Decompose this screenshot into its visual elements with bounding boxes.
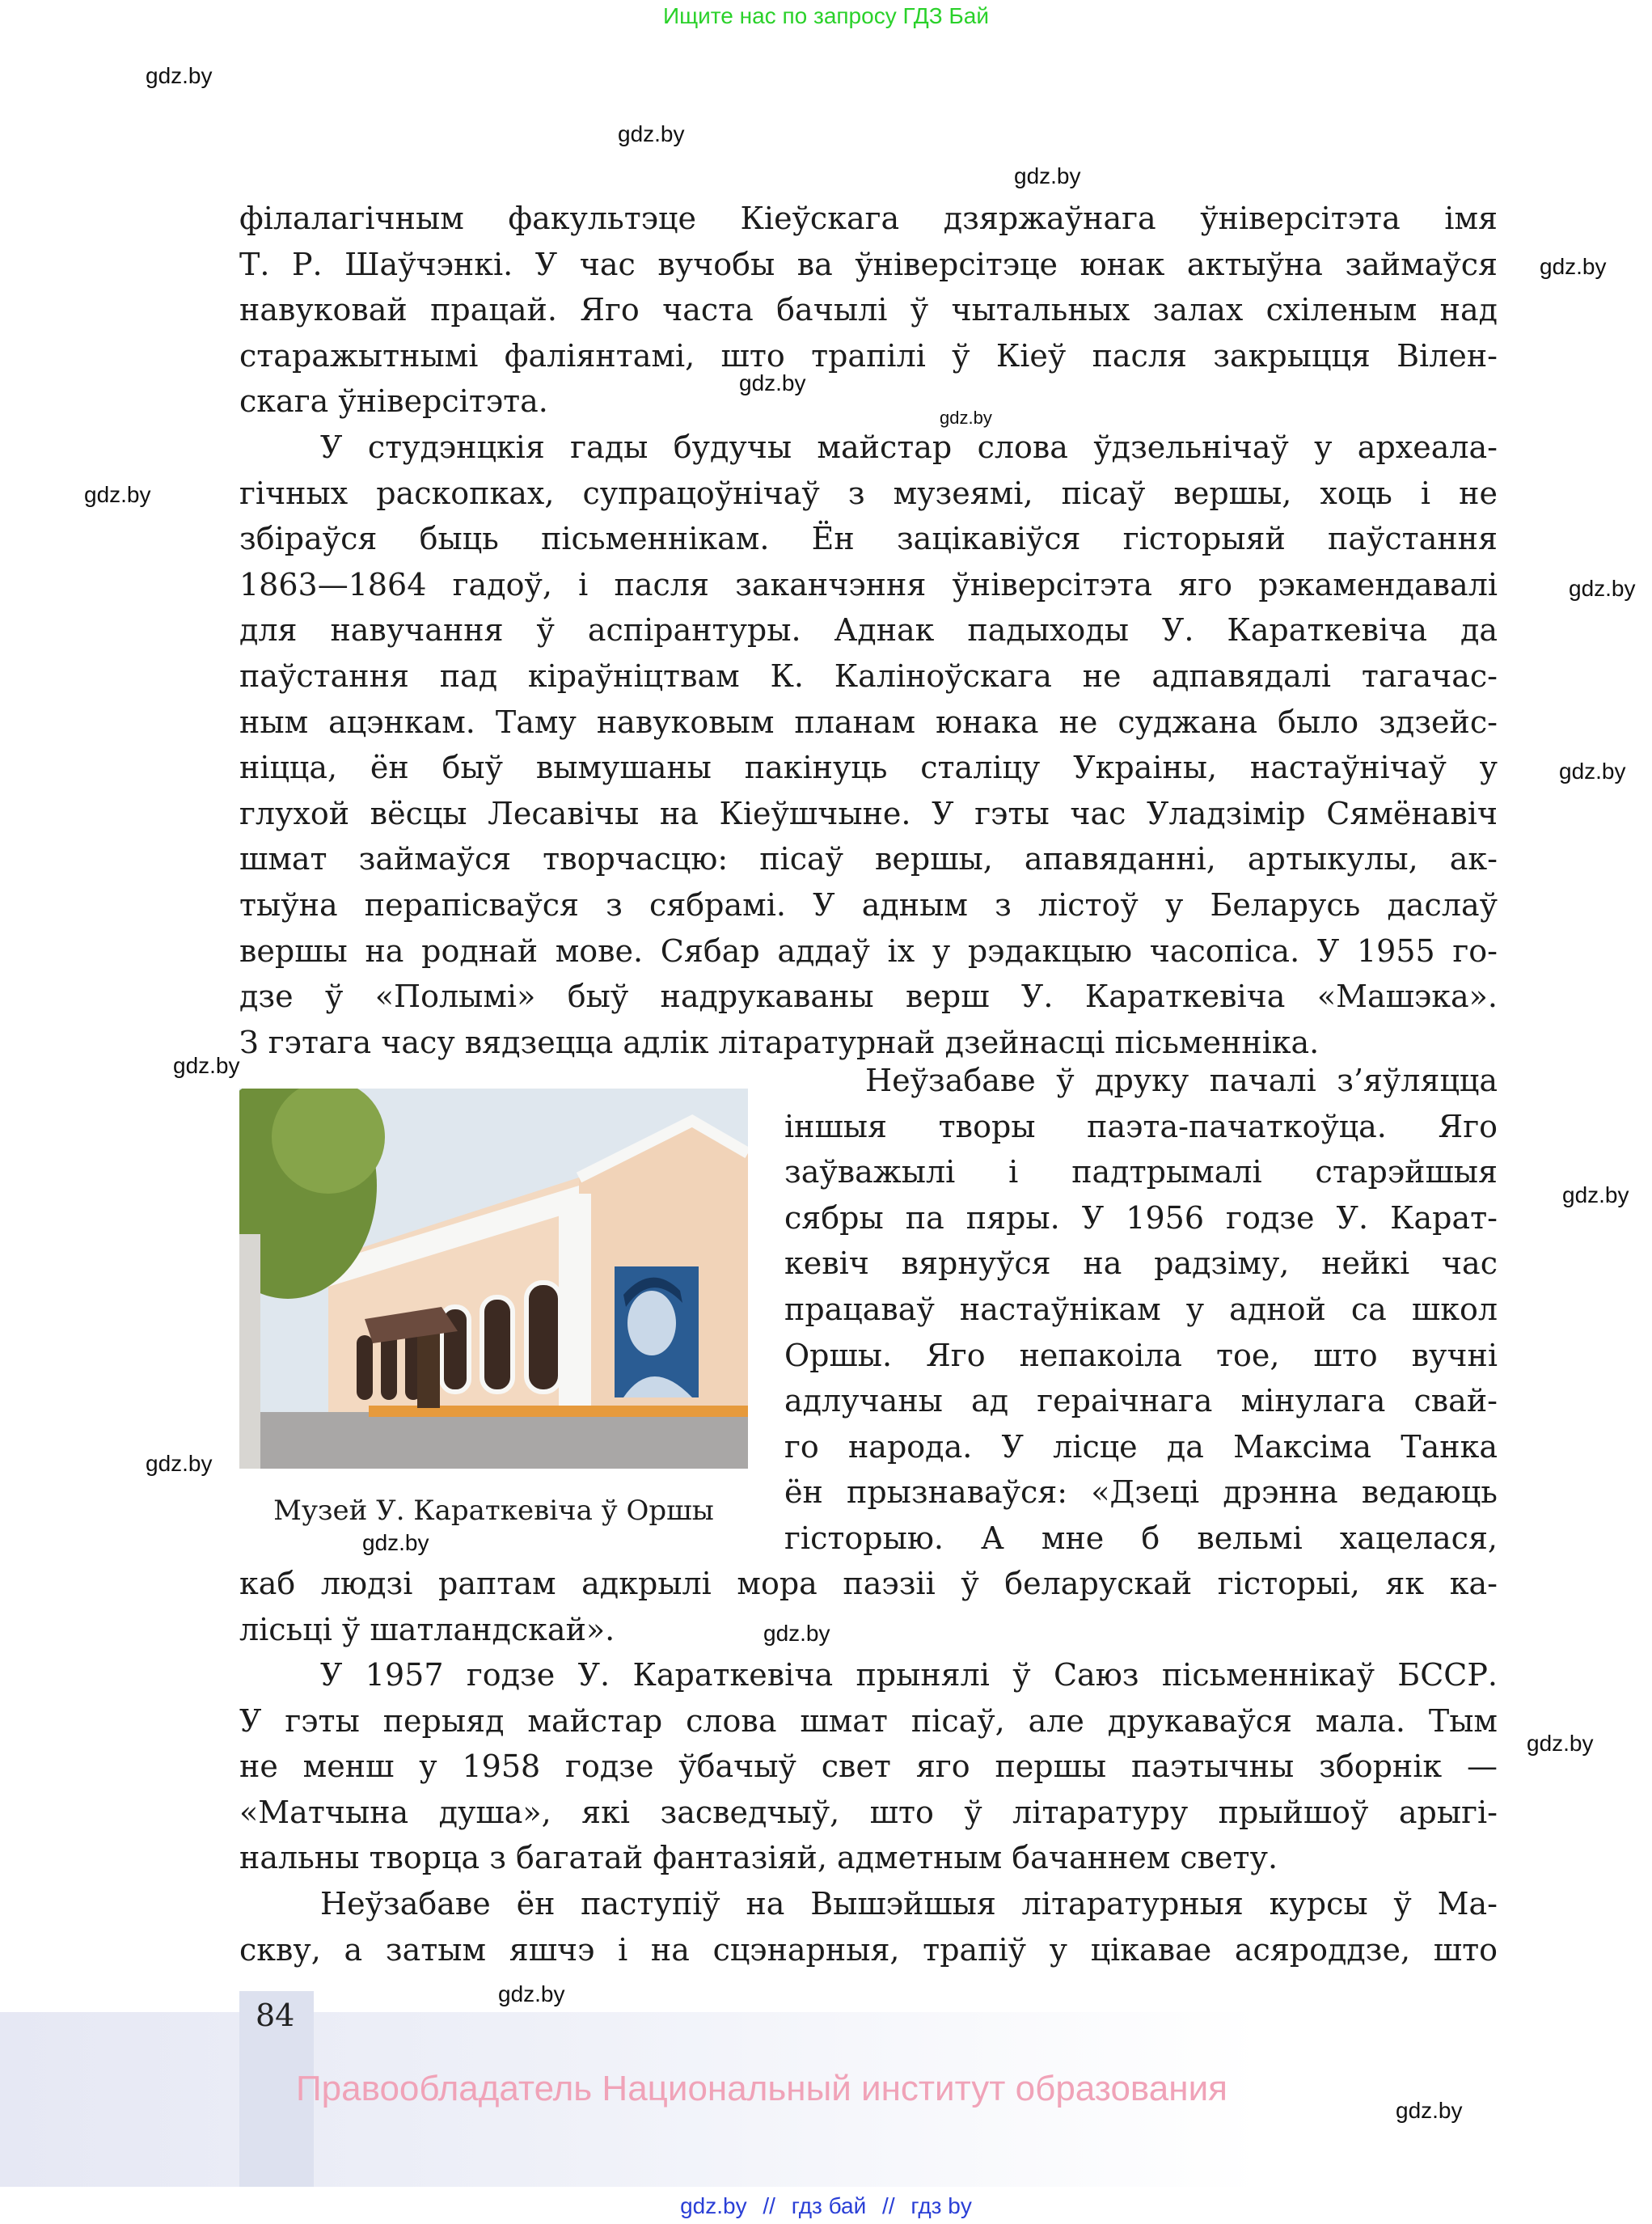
text-line: кевіч вярнуўся на радзіму, нейкі час (784, 1245, 1498, 1282)
link-separator: // (882, 2193, 895, 2218)
text-line: глухой вёсцы Лесавічы на Кіеўшчыне. У гэты час Уладзімір Сямёнавіч (239, 795, 1498, 831)
text-line: шмат займаўся творчасцю: пісаў вершы, апавяданні, артыкулы, ак- (239, 841, 1498, 877)
text-line: 1863—1864 гадоў, і пасля заканчэння ўніверсітэта яго рэкамендавалі (239, 566, 1498, 603)
text-line: не менш у 1958 годзе ўбачыў свет яго першы паэтычны зборнік — (239, 1748, 1498, 1785)
text-line: скву, а затым яшчэ і на сцэнарныя, трапіў у цікавае асяроддзе, што (239, 1931, 1498, 1968)
text-line: паўстання пад кіраўніцтвам К. Каліноўскага не адпавядалі тагачас- (239, 657, 1498, 694)
page-number: 84 (256, 1998, 295, 2033)
text-line: адлучаны ад гераічнага мінулага свай- (784, 1383, 1498, 1419)
text-line: Т. Р. Шаўчэнкі. У час вучобы ва ўніверсітэце юнак актыўна займаўся (239, 246, 1498, 282)
text-line: ным ацэнкам. Таму навуковым планам юнака не суджана было здзейс- (239, 704, 1498, 740)
text-line: старажытнымі фаліянтамі, што трапілі ў Кіеў пасля закрыцця Вілен- (239, 337, 1498, 374)
watermark: gdz.by (1562, 1182, 1629, 1207)
text-line: «Матчына душа», які засведчыў, што ў літаратуру прыйшоў арыгі- (239, 1794, 1498, 1830)
watermark: gdz.by (1540, 254, 1607, 279)
watermark: gdz.by (146, 63, 213, 88)
text-line: тыўна перапісваўся з сябрамі. У адным з лістоў у Беларусь даслаў (239, 886, 1498, 923)
text-line: нальны творца з багатай фантазіяй, адметным бачаннем свету. (239, 1840, 1278, 1876)
text-line: дзе ў «Полымі» быў надрукаваны верш У. Караткевіча «Машэка». (239, 979, 1498, 1015)
text-line: ён прызнаваўся: «Дзеці дрэнна ведаюць (784, 1474, 1498, 1511)
watermark: gdz.by (84, 482, 151, 507)
watermark: gdz.by (146, 1451, 213, 1476)
text-line: заўважылі і падтрымалі старэйшыя (784, 1154, 1498, 1190)
museum-building-image (239, 1089, 748, 1469)
text-line: У 1957 годзе У. Караткевіча прынялі ў Саюз пісьменнікаў БССР. (320, 1657, 1498, 1693)
footer-links (0, 2193, 1652, 2219)
link-gdz-by-cyr[interactable]: гдз by (911, 2193, 972, 2218)
search-banner: Ищите нас по запросу ГДЗ Бай (662, 3, 990, 28)
text-line: Неўзабаве ў друку пачалі з’яўляцца (865, 1063, 1498, 1098)
watermark: gdz.by (940, 408, 992, 428)
paragraph-3-full (239, 1561, 1498, 1652)
paragraph-1 (239, 196, 1498, 425)
paragraph-3-side (784, 1058, 1498, 1562)
link-separator: // (763, 2193, 775, 2218)
text-line: каб людзі раптам адкрылі мора паэзіі ў беларускай гісторыі, як ка- (239, 1566, 1498, 1601)
watermark: gdz.by (618, 121, 685, 146)
museum-photo (239, 1089, 748, 1469)
text-line: скага ўніверсітэта. (239, 383, 548, 420)
watermark: gdz.by (1559, 759, 1626, 784)
text-line: сябры па пяры. У 1956 годзе У. Карат- (784, 1199, 1498, 1236)
watermark: gdz.by (1396, 2098, 1463, 2123)
paragraph-2 (239, 425, 1498, 1065)
paragraph-4 (239, 1652, 1498, 1881)
text-line: для навучання ў аспірантуры. Аднак падыходы У. Караткевіча да (239, 612, 1498, 649)
photo-caption: Музей У. Караткевіча ў Оршы (273, 1495, 714, 1527)
text-line: Оршы. Яго непакоіла тое, што вучні (784, 1337, 1498, 1373)
link-gdz-bai[interactable]: гдз бай (791, 2193, 867, 2218)
paragraph-5 (239, 1881, 1498, 1972)
text-line: У студэнцкія гады будучы майстар слова ўдзельнічаў у археала- (320, 429, 1498, 465)
text-line: го народа. У лісце да Максіма Танка (784, 1428, 1498, 1465)
text-line: навуковай працай. Яго часта бачылі ў чытальных залах схіленым над (239, 292, 1498, 328)
text-line: іншыя творы паэта-пачаткоўца. Яго (784, 1108, 1498, 1144)
watermark: gdz.by (498, 1981, 565, 2006)
watermark: gdz.by (1014, 163, 1081, 188)
text-line: гічных раскопках, супрацоўнічаў з музеямі, пісаў вершы, хоць і не (239, 475, 1498, 511)
text-line: З гэтага часу вядзецца адлік літаратурнай дзейнасці пісьменніка. (239, 1024, 1320, 1060)
text-line: працаваў настаўнікам у адной са школ (784, 1291, 1498, 1327)
text-line: збіраўся быць пісьменнікам. Ён зацікавіўся гісторыяй паўстання (239, 521, 1498, 557)
text-line: У гэты перыяд майстар слова шмат пісаў, але друкаваўся мала. Тым (239, 1702, 1498, 1739)
text-line: гісторыю. А мне б вельмі хацелася, (784, 1520, 1498, 1556)
text-line: філалагічным факультэце Кіеўскага дзяржаўнага ўніверсітэта імя (239, 201, 1498, 236)
text-line: лісьці ў шатландскай». (239, 1611, 615, 1647)
watermark: gdz.by (763, 1621, 830, 1646)
watermark: gdz.by (1527, 1731, 1594, 1756)
text-line: Неўзабаве ён паступіў на Вышэйшыя літаратурныя курсы ў Ма- (320, 1886, 1498, 1922)
watermark: gdz.by (173, 1053, 240, 1078)
link-gdz-by[interactable]: gdz.by (680, 2193, 747, 2218)
copyright-notice: Правообладатель Национальный институт образования (296, 2069, 1227, 2108)
text-line: ніцца, ён быў вымушаны пакінуць сталіцу Украіны, настаўнічаў у (239, 750, 1498, 786)
watermark: gdz.by (739, 370, 806, 395)
text-line: вершы на роднай мове. Сябар аддаў іх у рэдакцыю часопіса. У 1955 го- (239, 932, 1498, 969)
watermark: gdz.by (1569, 576, 1636, 601)
watermark: gdz.by (362, 1530, 429, 1555)
